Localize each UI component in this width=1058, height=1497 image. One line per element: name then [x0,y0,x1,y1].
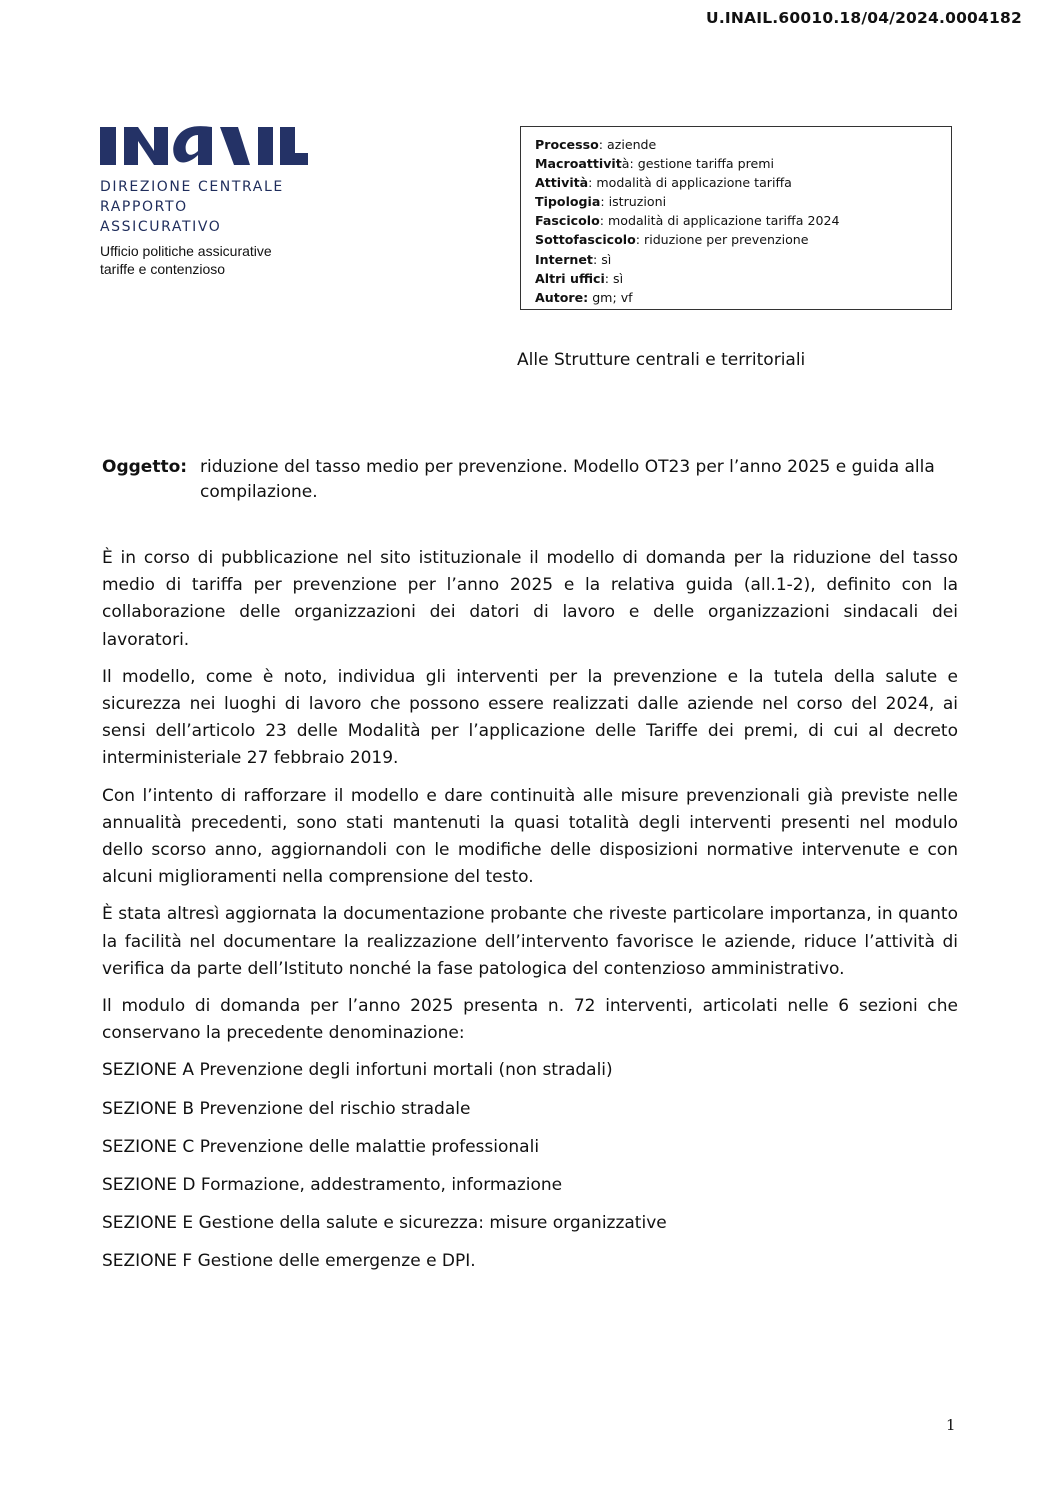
metadata-label: Macroattivit [535,156,622,172]
metadata-value: gm; vf [588,289,633,305]
department-line: ASSICURATIVO [100,219,222,235]
subject-label: Oggetto: [102,457,188,477]
metadata-row [535,192,937,211]
metadata-value: : modalità di applicazione tariffa [588,175,792,191]
metadata-row [535,250,937,269]
subject-line [102,455,958,505]
body-paragraph: È in corso di pubblicazione nel sito istituzionale il modello di domanda per la riduzione del tasso medio di tariffa per prevenzione per l’anno 2025 e la relativa guida (all.1-2), definito con la collaborazione delle organizzazioni dei datori di lavoro e delle organizzazioni sindacali dei lavoratori. [102,548,958,650]
section-item: SEZIONE A Prevenzione degli infortuni mortali (non stradali) [102,1060,613,1081]
body-paragraph: Il modulo di domanda per l’anno 2025 presenta n. 72 interventi, articolati nelle 6 sezioni che conservano la precedente denominazione: [102,996,958,1044]
metadata-label: Attività [535,175,589,191]
addressee: Alle Strutture centrali e territoriali [517,350,806,370]
metadata-row [535,173,937,192]
metadata-label: Fascicolo [535,213,600,229]
metadata-row [535,211,937,230]
metadata-value: : sì [592,251,612,267]
page-number: 1 [946,1416,956,1434]
inail-logo [100,125,308,167]
metadata-label: Tipologia [535,194,601,210]
office-line: Ufficio politiche assicurative [100,243,272,259]
metadata-value: : istruzioni [600,194,667,210]
department-line: RAPPORTO [100,199,188,215]
body-paragraph: Il modello, come è noto, individua gli interventi per la prevenzione e la tutela della salute e sicurezza nei luoghi di lavoro che possono essere realizzati dalle aziende nel corso del 2024, ai sensi dell’articolo 23 delle Modalità per l’applicazione delle Tariffe dei premi, di cui al decreto interministeriale 27 febbraio 2019. [102,666,958,769]
department-line: DIREZIONE CENTRALE [100,179,284,195]
office-name [100,242,320,278]
metadata-label: Autore: [535,289,589,305]
metadata-label: Sottofascicolo [535,232,636,248]
metadata-row [535,269,937,288]
protocol-number: U.INAIL.60010.18/04/2024.0004182 [706,9,1022,27]
section-item: SEZIONE E Gestione della salute e sicurezza: misure organizzative [102,1213,667,1234]
metadata-value: : sì [604,270,624,286]
metadata-row [535,135,937,154]
section-item: SEZIONE D Formazione, addestramento, informazione [102,1175,563,1196]
metadata-value: : riduzione per prevenzione [635,232,809,248]
metadata-label: Internet [535,251,593,267]
metadata-row [535,230,937,249]
section-item: SEZIONE C Prevenzione delle malattie professionali [102,1136,540,1157]
metadata-row [535,154,937,173]
metadata-value: : aziende [598,137,657,152]
section-item: SEZIONE F Gestione delle emergenze e DPI. [102,1251,476,1272]
body-paragraph: È stata altresì aggiornata la documentazione probante che riveste particolare importanza, in quanto la facilità nel documentare la realizzazione dell’intervento favorisce le aziende, riduce l’attività di verifica da parte dell’Istituto nonché la fase patologica del contenzioso amministrativo. [102,904,958,979]
sections-list [102,1057,958,1275]
letterhead [100,125,320,278]
letter-body [102,545,958,1287]
department-name [100,177,320,237]
body-paragraph: Con l’intento di rafforzare il modello e dare continuità alle misure prevenzionali già previste nelle annualità precedenti, sono stati mantenuti la quasi totalità degli interventi presenti nel modulo dello scorso anno, aggiornandoli con le modifiche delle disposizioni normative intervenute e con alcuni miglioramenti nella comprensione del testo. [102,785,958,888]
subject-text: riduzione del tasso medio per prevenzione. Modello OT23 per l’anno 2025 e guida alla compilazione. [200,457,935,502]
metadata-value: : modalità di applicazione tariffa 2024 [599,213,840,229]
metadata-label: Altri uffici [535,270,605,286]
office-line: tariffe e contenzioso [100,261,226,277]
metadata-row [535,288,937,307]
metadata-value: à: gestione tariffa premi [621,156,775,172]
metadata-label: Processo [535,137,599,152]
section-item: SEZIONE B Prevenzione del rischio stradale [102,1098,471,1119]
metadata-box [520,126,952,310]
